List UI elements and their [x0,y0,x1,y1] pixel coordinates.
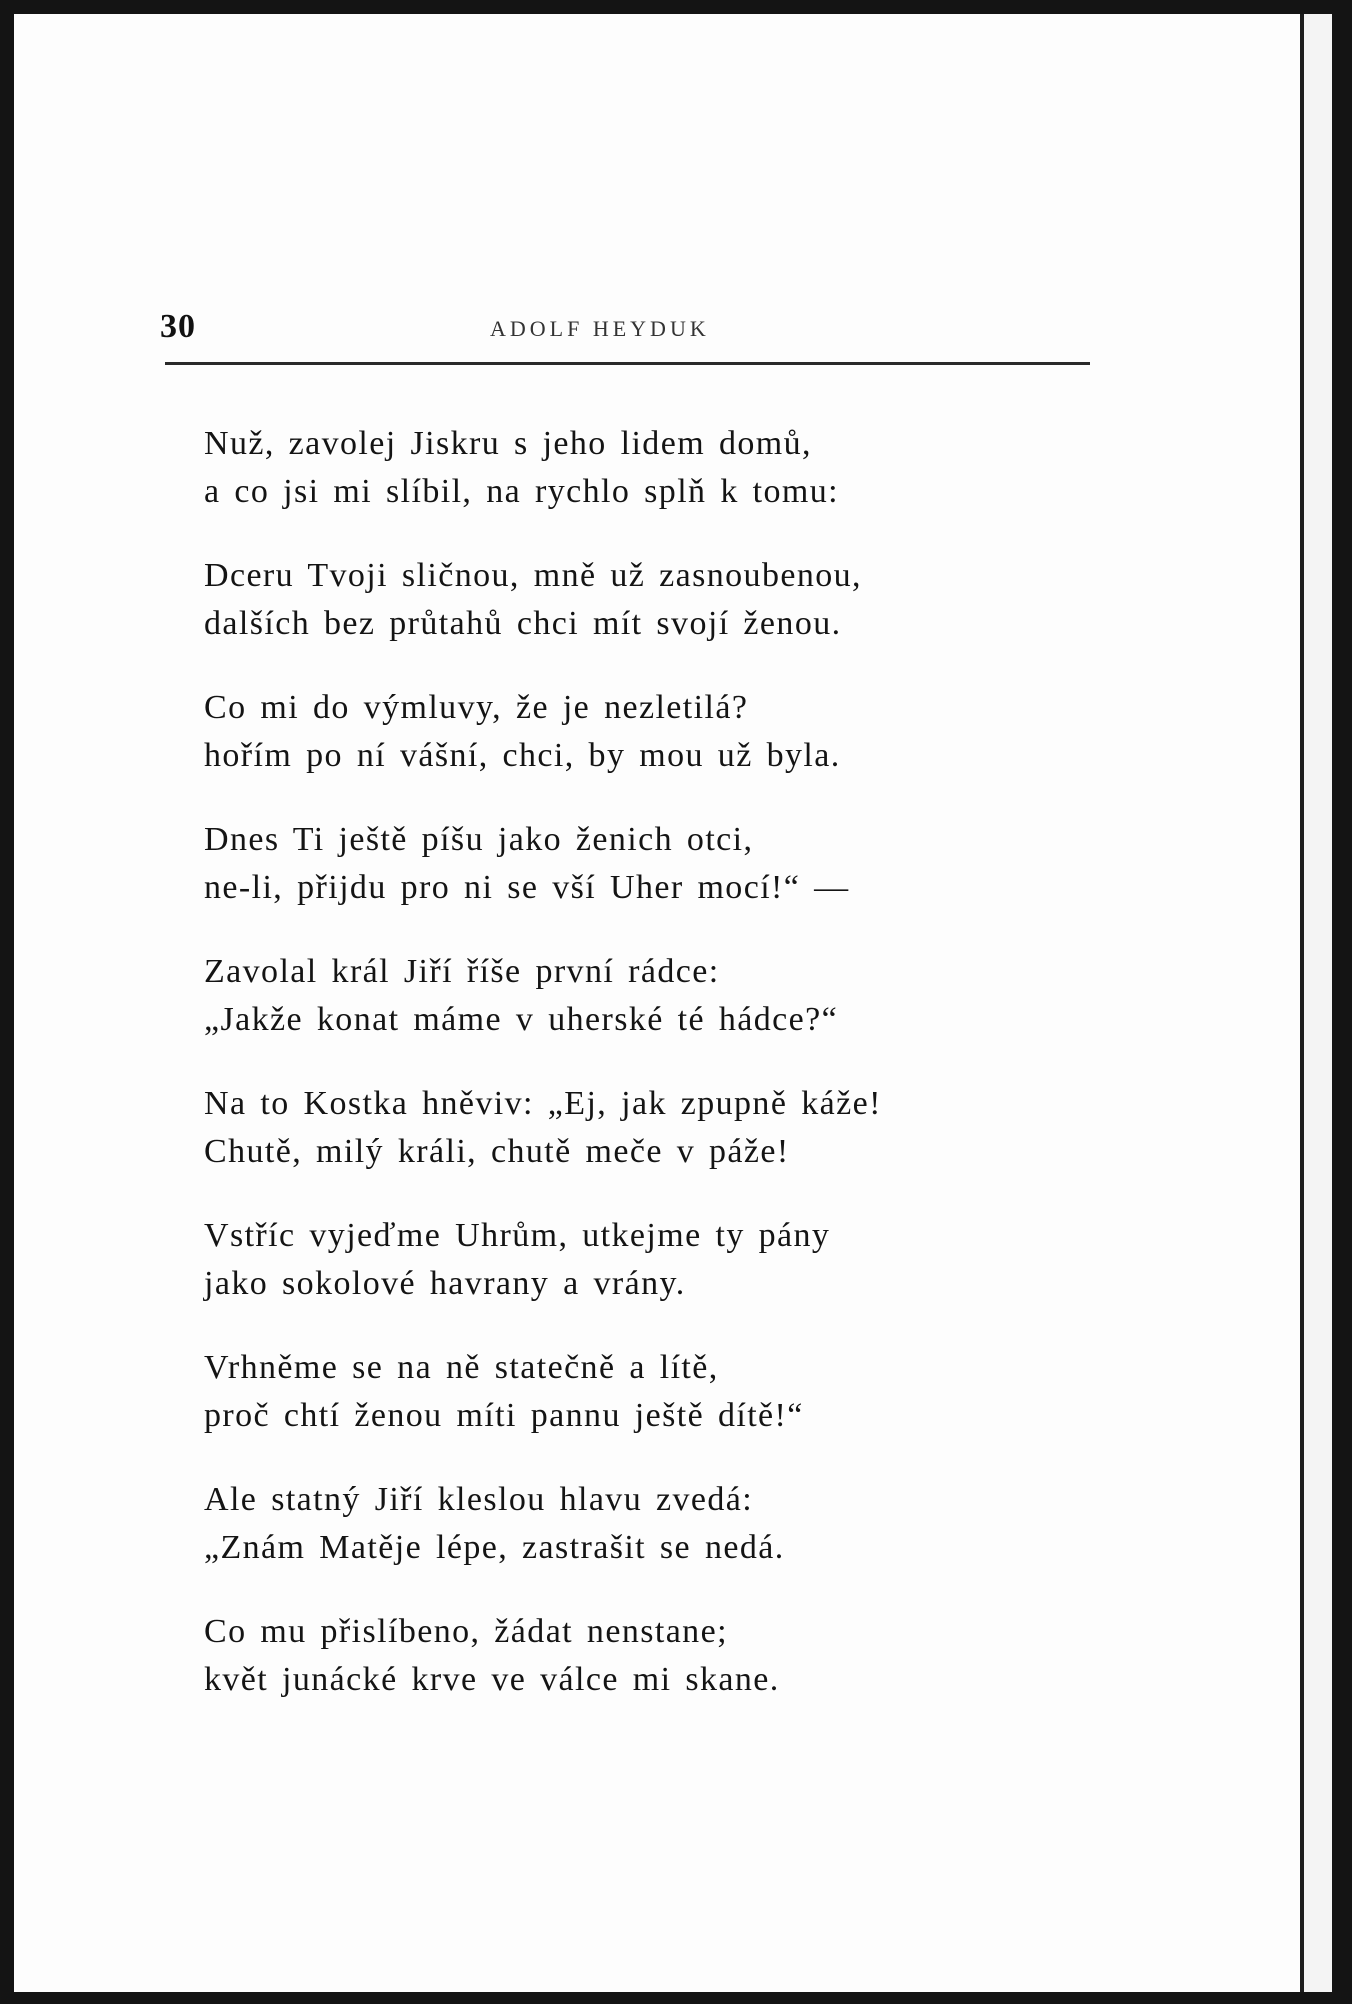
verse-line: Vstříc vyjeďme Uhrům, utkejme ty pány [204,1217,831,1254]
verse-line: Vrhněme se na ně statečně a lítě, [204,1349,719,1386]
verse-line: ne-li, přijdu pro ni se vší Uher mocí!“ — [204,869,850,906]
stanza [204,684,1084,780]
stanza [204,1344,1084,1440]
running-head: ADOLF HEYDUK [490,316,710,341]
verse-line: jako sokolové havrany a vrány. [204,1265,686,1302]
verse-line: Dceru Tvoji sličnou, mně už zasnoubenou, [204,557,862,594]
stanza [204,420,1084,516]
verse-line: Zavolal král Jiří říše první rádce: [204,953,720,990]
stanza [204,948,1084,1044]
verse-line: Nuž, zavolej Jiskru s jeho lidem domů, [204,425,812,462]
page-number: 30 [160,308,196,345]
verse-line: Ale statný Jiří kleslou hlavu zvedá: [204,1481,754,1518]
scan-border-bottom [0,1992,1352,2004]
verse-line: Dnes Ti ještě píšu jako ženich otci, [204,821,754,858]
page-header [160,300,1090,360]
verse-line: hořím po ní vášní, chci, by mou už byla. [204,737,841,774]
header-rule [165,362,1090,365]
verse-line: Co mi do výmluvy, že je nezletilá? [204,689,749,726]
verse-line: Na to Kostka hněviv: „Ej, jak zpupně káže! [204,1085,882,1122]
stanza [204,552,1084,648]
scan-border-left [0,0,14,2004]
verse-line: a co jsi mi slíbil, na rychlo splň k tomu: [204,473,839,510]
verse-line: Co mu přislíbeno, žádat nenstane; [204,1613,728,1650]
page-gutter-line [1300,14,1304,1992]
stanza [204,816,1084,912]
verse-line: „Jakže konat máme v uherské té hádce?“ [204,1001,839,1038]
poem-body [204,420,1084,1740]
verse-line: dalších bez průtahů chci mít svojí ženou. [204,605,842,642]
stanza [204,1212,1084,1308]
verse-line: proč chtí ženou míti pannu ještě dítě!“ [204,1397,804,1434]
verse-line: Chutě, milý králi, chutě meče v páže! [204,1133,790,1170]
stanza [204,1476,1084,1572]
verse-line: „Znám Matěje lépe, zastrašit se nedá. [204,1529,785,1566]
scan-border-top [0,0,1352,14]
scan-border-right [1332,0,1352,2004]
stanza [204,1080,1084,1176]
stanza [204,1608,1084,1704]
next-page-edge [1304,14,1332,1992]
verse-line: květ junácké krve ve válce mi skane. [204,1661,780,1698]
